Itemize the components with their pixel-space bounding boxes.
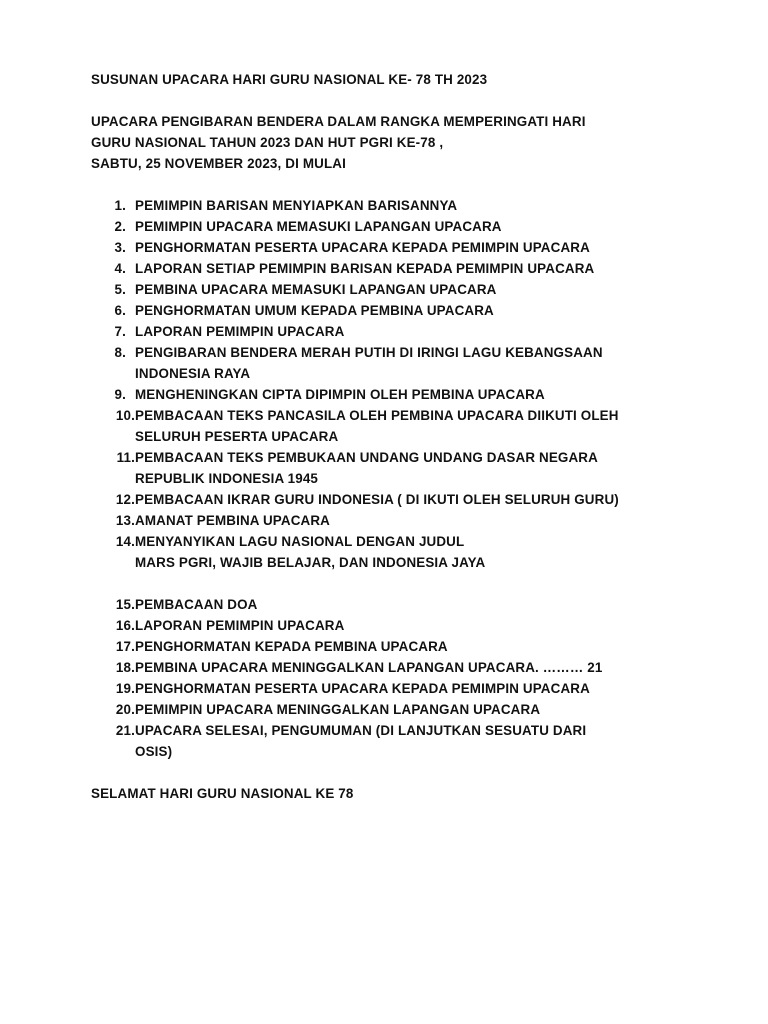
step-text xyxy=(135,678,691,699)
step-text xyxy=(135,342,691,384)
step-text xyxy=(135,531,691,573)
step-text xyxy=(135,384,691,405)
step-line: MARS PGRI, WAJIB BELAJAR, DAN INDONESIA JAYA xyxy=(135,555,486,570)
list-item xyxy=(91,489,691,510)
step-line: MENGHENINGKAN CIPTA DIPIMPIN OLEH PEMBINA UPACARA xyxy=(135,387,545,402)
ceremony-steps-list xyxy=(91,195,691,762)
list-item xyxy=(91,405,691,447)
step-line: AMANAT PEMBINA UPACARA xyxy=(135,513,330,528)
step-line: LAPORAN PEMIMPIN UPACARA xyxy=(135,324,345,339)
step-text xyxy=(135,636,691,657)
step-number: 7. xyxy=(114,324,126,339)
step-line: UPACARA SELESAI, PENGUMUMAN (DI LANJUTKAN SESUATU DARI xyxy=(135,723,587,738)
document-body xyxy=(91,69,691,804)
list-item xyxy=(91,510,691,531)
step-text xyxy=(135,300,691,321)
step-text xyxy=(135,258,691,279)
list-item xyxy=(91,237,691,258)
step-line: REPUBLIK INDONESIA 1945 xyxy=(135,471,319,486)
step-number: 18. xyxy=(115,660,135,675)
step-text xyxy=(135,510,691,531)
step-line: PEMBACAAN DOA xyxy=(135,597,258,612)
document-title: SUSUNAN UPACARA HARI GURU NASIONAL KE- 78 TH 2023 xyxy=(91,72,488,87)
list-item xyxy=(91,216,691,237)
step-line: PENGHORMATAN PESERTA UPACARA KEPADA PEMIMPIN UPACARA xyxy=(135,681,590,696)
step-number: 8. xyxy=(114,345,126,360)
step-number: 9. xyxy=(114,387,126,402)
list-item xyxy=(91,300,691,321)
intro-line: UPACARA PENGIBARAN BENDERA DALAM RANGKA MEMPERINGATI HARI xyxy=(91,114,586,129)
step-number: 3. xyxy=(114,240,126,255)
step-number: 15. xyxy=(115,597,135,612)
step-line: PEMIMPIN UPACARA MENINGGALKAN LAPANGAN UPACARA xyxy=(135,702,541,717)
step-line: LAPORAN PEMIMPIN UPACARA xyxy=(135,618,345,633)
list-item xyxy=(91,258,691,279)
step-number: 21. xyxy=(115,723,135,738)
list-item xyxy=(91,531,691,573)
step-text xyxy=(135,489,691,510)
closing-line: SELAMAT HARI GURU NASIONAL KE 78 xyxy=(91,786,354,801)
step-line: PENGHORMATAN KEPADA PEMBINA UPACARA xyxy=(135,639,448,654)
step-text xyxy=(135,657,691,678)
step-line: PEMIMPIN UPACARA MEMASUKI LAPANGAN UPACARA xyxy=(135,219,502,234)
step-line: PEMBACAAN IKRAR GURU INDONESIA ( DI IKUTI OLEH SELURUH GURU) xyxy=(135,492,619,507)
list-item xyxy=(91,594,691,615)
step-number: 5. xyxy=(114,282,126,297)
intro-paragraph xyxy=(91,111,691,174)
step-text xyxy=(135,447,691,489)
step-line: PEMBACAAN TEKS PEMBUKAAN UNDANG UNDANG DASAR NEGARA xyxy=(135,450,598,465)
step-text xyxy=(135,405,691,447)
step-line: MENYANYIKAN LAGU NASIONAL DENGAN JUDUL xyxy=(135,534,465,549)
step-text xyxy=(135,216,691,237)
step-line: INDONESIA RAYA xyxy=(135,366,251,381)
step-number: 12. xyxy=(115,492,135,507)
step-line: PEMBINA UPACARA MENINGGALKAN LAPANGAN UPACARA. ……… 21 xyxy=(135,660,603,675)
step-line: LAPORAN SETIAP PEMIMPIN BARISAN KEPADA PEMIMPIN UPACARA xyxy=(135,261,595,276)
list-item xyxy=(91,636,691,657)
step-text xyxy=(135,699,691,720)
list-item xyxy=(91,321,691,342)
step-line: OSIS) xyxy=(135,744,173,759)
list-item xyxy=(91,615,691,636)
step-text xyxy=(135,195,691,216)
step-text xyxy=(135,720,691,762)
step-number: 10. xyxy=(115,408,135,423)
list-item xyxy=(91,195,691,216)
step-text xyxy=(135,279,691,300)
list-item xyxy=(91,342,691,384)
step-text xyxy=(135,594,691,615)
list-item xyxy=(91,657,691,678)
step-line: PEMBINA UPACARA MEMASUKI LAPANGAN UPACARA xyxy=(135,282,497,297)
step-line: PEMBACAAN TEKS PANCASILA OLEH PEMBINA UPACARA DIIKUTI OLEH xyxy=(135,408,619,423)
list-item xyxy=(91,447,691,489)
step-number: 16. xyxy=(115,618,135,633)
step-line: PENGHORMATAN UMUM KEPADA PEMBINA UPACARA xyxy=(135,303,494,318)
step-number: 19. xyxy=(115,681,135,696)
intro-line: SABTU, 25 NOVEMBER 2023, DI MULAI xyxy=(91,156,346,171)
step-line: SELURUH PESERTA UPACARA xyxy=(135,429,339,444)
step-number: 1. xyxy=(114,198,126,213)
step-number: 6. xyxy=(114,303,126,318)
step-number: 14. xyxy=(115,534,135,549)
list-item xyxy=(91,699,691,720)
step-line: PEMIMPIN BARISAN MENYIAPKAN BARISANNYA xyxy=(135,198,458,213)
list-item xyxy=(91,279,691,300)
list-item xyxy=(91,678,691,699)
step-number: 2. xyxy=(114,219,126,234)
list-item xyxy=(91,384,691,405)
step-text xyxy=(135,321,691,342)
step-text xyxy=(135,615,691,636)
step-number: 4. xyxy=(114,261,126,276)
step-number: 13. xyxy=(115,513,135,528)
list-item xyxy=(91,720,691,762)
step-number: 20. xyxy=(115,702,135,717)
intro-line: GURU NASIONAL TAHUN 2023 DAN HUT PGRI KE-78 , xyxy=(91,135,444,150)
step-number: 11. xyxy=(116,450,135,465)
step-text xyxy=(135,237,691,258)
step-number: 17. xyxy=(115,639,135,654)
step-line: PENGHORMATAN PESERTA UPACARA KEPADA PEMIMPIN UPACARA xyxy=(135,240,590,255)
step-line: PENGIBARAN BENDERA MERAH PUTIH DI IRINGI LAGU KEBANGSAAN xyxy=(135,345,603,360)
